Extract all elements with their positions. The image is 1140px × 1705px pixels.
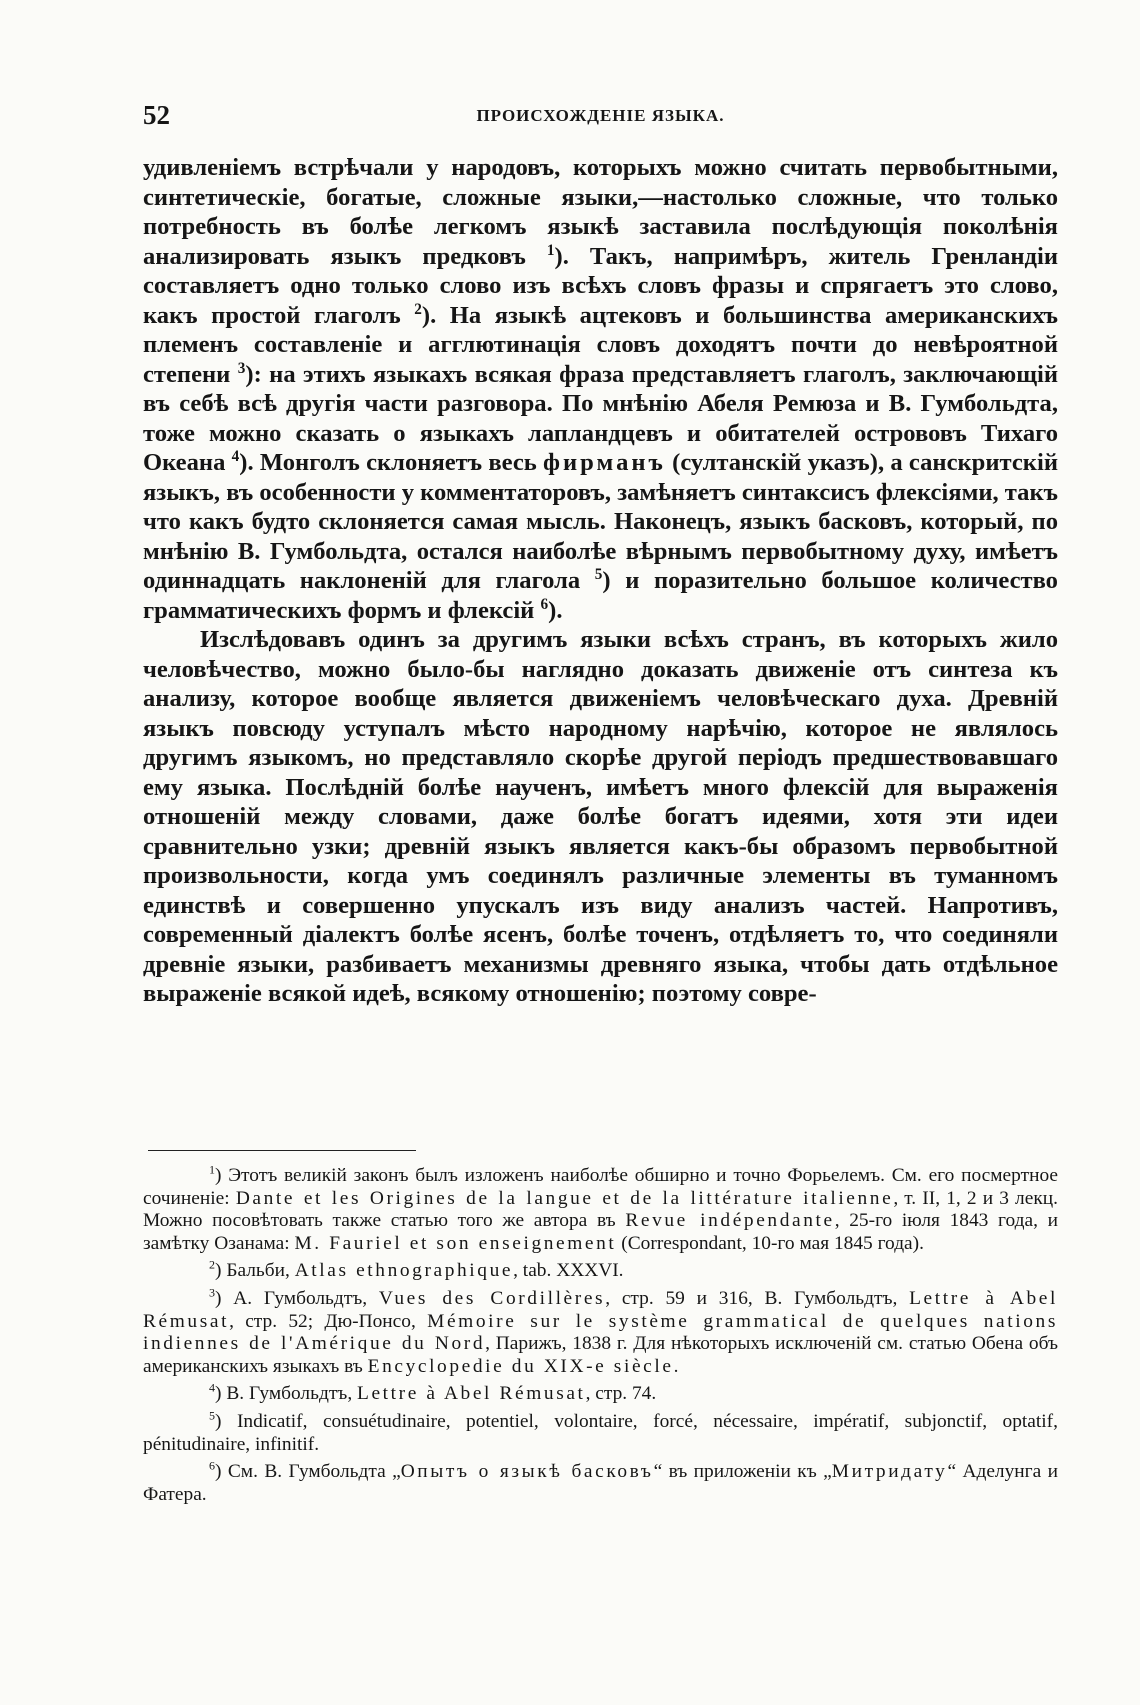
footnote-ref-4[interactable]: 4 bbox=[231, 447, 240, 465]
journal-title: Revue indépendante bbox=[625, 1210, 835, 1232]
footnote-number: 1 bbox=[209, 1162, 216, 1177]
emphasized-word: фирманъ bbox=[543, 449, 666, 476]
book-title: Митридату bbox=[831, 1461, 948, 1483]
book-title: Lettre à Abel Rémusat bbox=[357, 1383, 586, 1405]
book-title: Encyclopedie du XIX-e siècle bbox=[367, 1355, 674, 1377]
footnote-ref-2[interactable]: 2 bbox=[414, 300, 422, 318]
book-title: Lettre à Abel Rémusat bbox=[143, 1287, 1058, 1332]
book-title: Dante et les Origines de la langue et de la littérature italienne bbox=[235, 1187, 894, 1209]
footnote-6: $^6$) См. В. Гумбольдта „Опытъ о языкѣ басковъ“ въ приложеніи къ „Митридату“ Аделунга и Фатера. bbox=[143, 1458, 1059, 1505]
book-title: Atlas ethnographique bbox=[294, 1260, 514, 1282]
footnote-ref-5[interactable]: 5 bbox=[594, 565, 603, 583]
footnote-1: $^1$) Этотъ великій законъ былъ изложенъ наиболѣе обширно и точно Форьелемъ. См. его посмертное сочиненіе: Dante et les Origines de la langue et de la littérature italienne, т. II, 1, 2 и 3 лекц. Можно посовѣтовать также статью того же автора въ Revue indépendante, 25-го іюля 1843 года, и замѣтку Озанама: M. Fauriel et son enseignement (Correspondant, 10-го мая 1845 года). bbox=[143, 1162, 1059, 1254]
book-title: Опытъ о языкѣ басковъ bbox=[400, 1461, 654, 1483]
footnote-number: 2 bbox=[209, 1257, 216, 1272]
page-number: 52 bbox=[143, 100, 170, 130]
footnote-ref-1[interactable]: 1 bbox=[546, 241, 555, 259]
footnote-divider bbox=[148, 1150, 416, 1151]
footnote-ref-3[interactable]: 3 bbox=[237, 359, 246, 377]
footnote-number: 6 bbox=[209, 1458, 216, 1473]
footnote-4: $^4$) В. Гумбольдтъ, Lettre à Abel Rémusat, стр. 74. bbox=[209, 1380, 657, 1405]
footnote-ref-6[interactable]: 6 bbox=[540, 595, 549, 613]
book-title: Mémoire sur le système grammatical de quelques nations indiennes de l'Amérique du Nord bbox=[143, 1310, 1058, 1355]
footnotes bbox=[143, 1162, 1059, 1511]
running-title: ПРОИСХОЖДЕНІЕ ЯЗЫКА. bbox=[476, 106, 725, 125]
footnote-3: $^3$) А. Гумбольдтъ, Vues des Cordillères, стр. 59 и 316, В. Гумбольдтъ, Lettre à Abel Rémusat, стр. 52; Дю-Понсо, Mémoire sur le système grammatical de quelques nations indiennes de l'Amérique du Nord, Парижъ, 1838 г. Для нѣкоторыхъ исключеній см. статью Обена объ американскихъ языкахъ въ Encyclopedie du XIX-e siècle. bbox=[143, 1285, 1058, 1377]
footnote-number: 3 bbox=[209, 1285, 216, 1300]
page-header bbox=[143, 100, 1058, 140]
footnote-number: 4 bbox=[209, 1380, 216, 1395]
book-title: Vues des Cordillères bbox=[378, 1287, 606, 1309]
footnote-2: $^2$) Бальби, Atlas ethnographique, tab. XXXVI. bbox=[209, 1257, 624, 1282]
footnote-5: $^5$) Indicatif, consuétudinaire, potentiel, volontaire, forcé, nécessaire, impératif, subjonctif, optatif, pénitudinaire, infinitif. bbox=[143, 1408, 1058, 1455]
article-title: M. Fauriel et son enseignement bbox=[294, 1232, 617, 1254]
paragraph-1: удивленіемъ встрѣчали у народовъ, которыхъ можно считать первобытными, синтетическіе, богатые, сложные языки,—настолько сложные, что только потребность въ болѣе легкомъ языкѣ заставила послѣдующія поколѣнія анализировать языкъ предковъ $^1$). Такъ, напримѣръ, житель Гренландіи составляетъ одно только слово изъ всѣхъ словъ фразы и спрягаетъ это слово, какъ простой глаголъ $^2$). На языкѣ ацтековъ и большинства американскихъ племенъ составленіе и агглютинація словъ доходятъ почти до невѣроятной степени $^3$): на этихъ языкахъ всякая фраза представляетъ глаголъ, заключающій въ себѣ всѣ другія части разговора. По мнѣнію Абеля Ремюза и В. Гумбольдта, тоже можно сказать о языкахъ лапландцевъ и обитателей острововъ Тихаго Океана $^4$). Монголъ склоняетъ весь фирманъ (султанскій указъ), а санскритскій языкъ, въ особенности у комментаторовъ, замѣняетъ синтаксисъ флексіями, такъ что какъ будто склоняется самая мысль. Наконецъ, языкъ басковъ, который, по мнѣнію В. Гумбольдта, остался наиболѣе вѣрнымъ первобытному духу, имѣетъ одиннадцать наклоненій для глагола $^5$) и поразительно большое количество грамматическихъ формъ и флексій $^6$). bbox=[143, 154, 1059, 624]
footnote-number: 5 bbox=[209, 1408, 216, 1423]
main-text bbox=[143, 153, 1058, 1009]
paragraph-2: Изслѣдовавъ одинъ за другимъ языки всѣхъ странъ, въ которыхъ жило человѣчество, можно было-бы наглядно доказать движеніе отъ синтеза къ анализу, которое вообще является движеніемъ человѣческаго духа. Древній языкъ повсюду уступалъ мѣсто народному нарѣчію, которое не являлось другимъ языкомъ, но представляло скорѣе другой періодъ предшествовавшаго ему языка. Послѣдній болѣе наученъ, имѣетъ много флексій для выраженія отношеній между словами, даже болѣе богатъ идеями, хотя эти идеи сравнительно узки; древній языкъ является какъ-бы образомъ первобытной произвольности, когда умъ соединялъ различные элементы въ туманномъ единствѣ и совершенно упускалъ изъ виду анализъ частей. Напротивъ, современный діалектъ болѣе ясенъ, болѣе точенъ, отдѣляетъ то, что соединяли древніе языки, разбиваетъ механизмы древняго языка, чтобы дать отдѣльное выраженіе всякой идеѣ, всякому отношенію; поэтому совре- bbox=[143, 626, 1058, 1007]
